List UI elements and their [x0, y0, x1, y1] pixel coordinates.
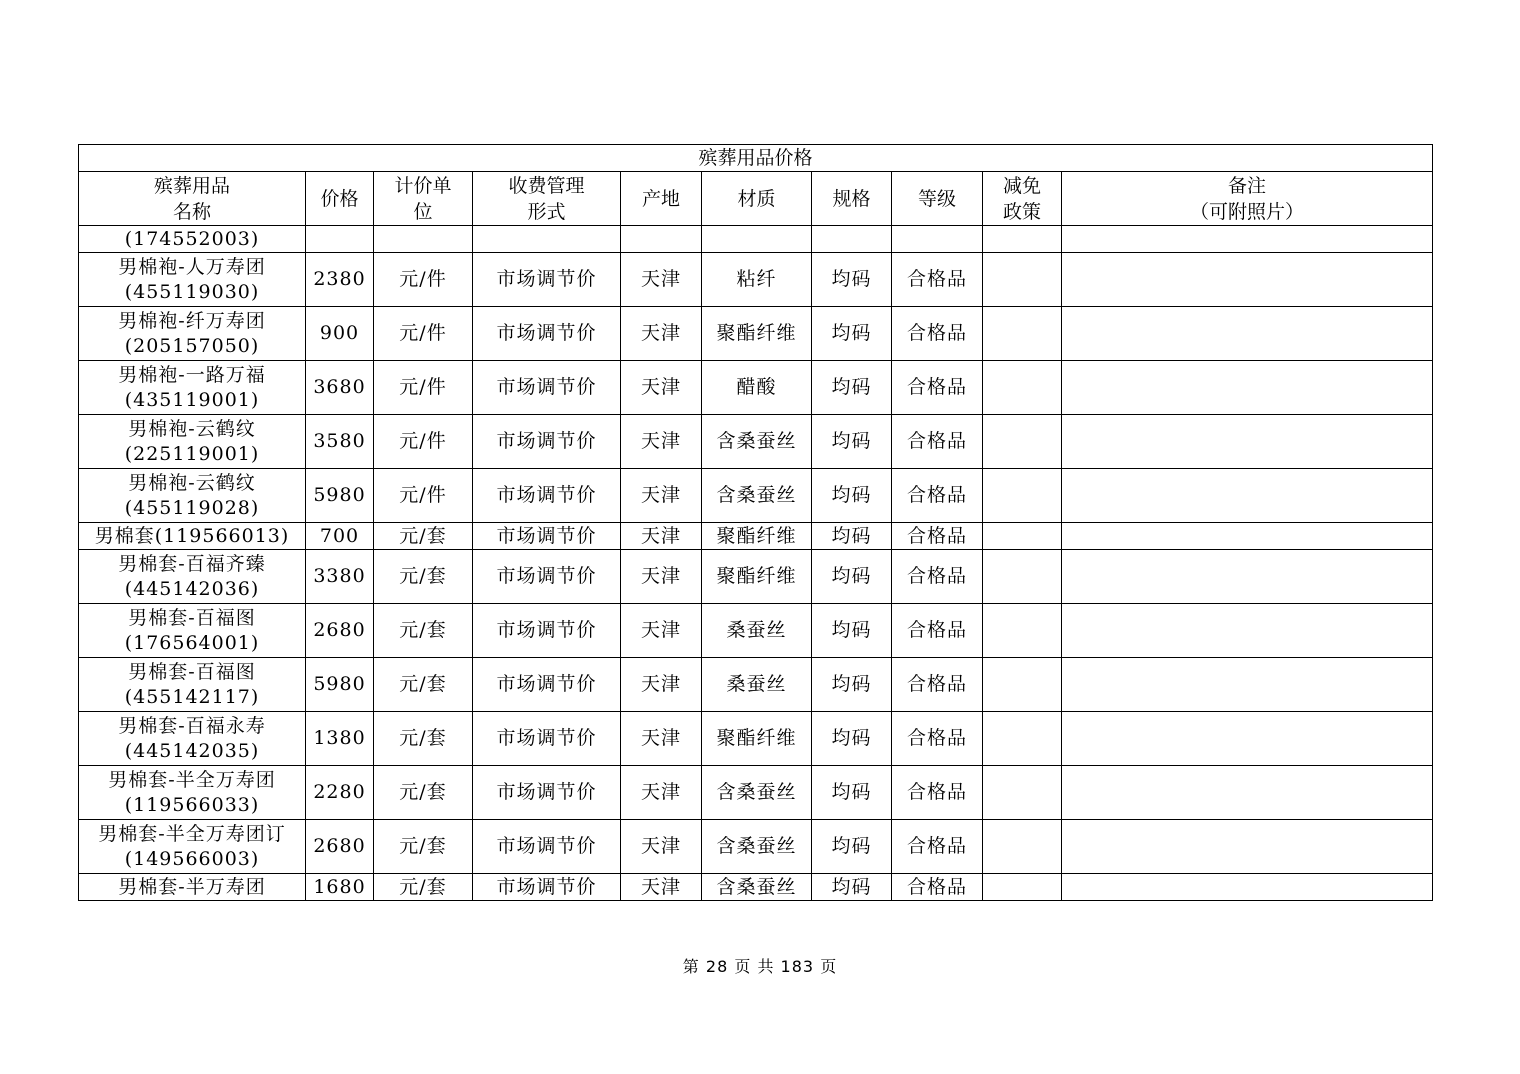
- cell-fee: 市场调节价: [473, 361, 621, 415]
- table-title: 殡葬用品价格: [79, 145, 1433, 172]
- cell-waiver: [983, 226, 1062, 253]
- cell-spec: 均码: [812, 307, 892, 361]
- cell-name-line2: (445142035): [124, 739, 260, 762]
- cell-price: 2680: [306, 604, 374, 658]
- cell-price: 1380: [306, 712, 374, 766]
- table-row: [79, 361, 1433, 415]
- cell-origin: 天津: [621, 307, 702, 361]
- cell-fee: 市场调节价: [473, 604, 621, 658]
- footer-page-number: 28: [705, 957, 729, 976]
- cell-price: 2380: [306, 253, 374, 307]
- cell-material: [702, 226, 812, 253]
- cell-remark: [1062, 226, 1433, 253]
- cell-remark: [1062, 415, 1433, 469]
- cell-fee: 市场调节价: [473, 523, 621, 550]
- cell-origin: 天津: [621, 523, 702, 550]
- cell-name-line1: 男棉袍-一路万福: [118, 363, 266, 386]
- cell-spec: 均码: [812, 820, 892, 874]
- cell-name: [79, 415, 306, 469]
- cell-name-line1: 男棉套-百福永寿: [118, 714, 266, 737]
- cell-name-line2: (225119001): [124, 442, 260, 465]
- table-row: [79, 253, 1433, 307]
- cell-origin: 天津: [621, 604, 702, 658]
- cell-spec: 均码: [812, 874, 892, 901]
- cell-material: 桑蚕丝: [702, 604, 812, 658]
- cell-name-line1: 男棉袍-云鹤纹: [128, 471, 256, 494]
- cell-fee: 市场调节价: [473, 415, 621, 469]
- cell-waiver: [983, 658, 1062, 712]
- cell-fee: 市场调节价: [473, 307, 621, 361]
- header-fee-line1: 收费管理: [508, 174, 585, 197]
- cell-name-line2: (176564001): [124, 631, 260, 654]
- cell-waiver: [983, 874, 1062, 901]
- table-title-row: [79, 145, 1433, 172]
- footer-suffix: 页: [820, 957, 838, 976]
- cell-price: 900: [306, 307, 374, 361]
- cell-price: 3380: [306, 550, 374, 604]
- cell-name: [79, 307, 306, 361]
- footer-total-pages: 183: [780, 957, 815, 976]
- cell-origin: 天津: [621, 550, 702, 604]
- cell-name: [79, 226, 306, 253]
- cell-unit: 元/套: [374, 874, 473, 901]
- cell-material: 聚酯纤维: [702, 712, 812, 766]
- cell-origin: 天津: [621, 658, 702, 712]
- cell-name: [79, 469, 306, 523]
- header-fee-line2: 形式: [527, 200, 566, 223]
- cell-fee: 市场调节价: [473, 820, 621, 874]
- cell-name-line1: 男棉套-半全万寿团: [108, 768, 276, 791]
- header-name-line2: 名称: [172, 200, 211, 223]
- table-row: [79, 874, 1433, 901]
- table-row: [79, 658, 1433, 712]
- header-grade: 等级: [892, 172, 983, 226]
- cell-waiver: [983, 712, 1062, 766]
- cell-grade: 合格品: [892, 712, 983, 766]
- cell-material: 聚酯纤维: [702, 307, 812, 361]
- cell-material: 桑蚕丝: [702, 658, 812, 712]
- table-row: [79, 469, 1433, 523]
- cell-origin: 天津: [621, 469, 702, 523]
- cell-price: 2680: [306, 820, 374, 874]
- cell-name: [79, 766, 306, 820]
- cell-unit: [374, 226, 473, 253]
- cell-unit: 元/套: [374, 523, 473, 550]
- cell-grade: 合格品: [892, 253, 983, 307]
- table-row: [79, 307, 1433, 361]
- cell-material: 醋酸: [702, 361, 812, 415]
- cell-name-line1: 男棉袍-云鹤纹: [128, 417, 256, 440]
- cell-waiver: [983, 550, 1062, 604]
- cell-unit: 元/套: [374, 766, 473, 820]
- table-row: [79, 820, 1433, 874]
- header-waiver-line1: 减免: [1002, 174, 1041, 197]
- cell-grade: 合格品: [892, 523, 983, 550]
- cell-price: [306, 226, 374, 253]
- cell-name-line2: (455119030): [124, 280, 260, 303]
- cell-name-line2: (174552003): [124, 227, 260, 250]
- cell-origin: [621, 226, 702, 253]
- footer-middle: 页 共: [734, 957, 775, 976]
- cell-unit: 元/套: [374, 550, 473, 604]
- cell-material: 含桑蚕丝: [702, 415, 812, 469]
- cell-name-line1: 男棉套-半万寿团: [118, 875, 266, 898]
- cell-waiver: [983, 523, 1062, 550]
- cell-name: [79, 253, 306, 307]
- cell-remark: [1062, 874, 1433, 901]
- table-row: [79, 550, 1433, 604]
- cell-name: [79, 820, 306, 874]
- cell-waiver: [983, 415, 1062, 469]
- cell-origin: 天津: [621, 820, 702, 874]
- cell-waiver: [983, 766, 1062, 820]
- cell-fee: 市场调节价: [473, 874, 621, 901]
- cell-unit: 元/件: [374, 415, 473, 469]
- cell-spec: 均码: [812, 766, 892, 820]
- table-row: [79, 415, 1433, 469]
- table-body: [79, 226, 1433, 901]
- cell-name: [79, 874, 306, 901]
- cell-name-line2: (435119001): [124, 388, 260, 411]
- cell-grade: 合格品: [892, 766, 983, 820]
- cell-fee: 市场调节价: [473, 550, 621, 604]
- cell-waiver: [983, 361, 1062, 415]
- cell-grade: 合格品: [892, 874, 983, 901]
- cell-price: 5980: [306, 658, 374, 712]
- cell-name-line1: 男棉套-百福图: [128, 606, 256, 629]
- cell-spec: [812, 226, 892, 253]
- cell-grade: 合格品: [892, 361, 983, 415]
- header-name: [79, 172, 306, 226]
- cell-waiver: [983, 604, 1062, 658]
- cell-material: 粘纤: [702, 253, 812, 307]
- cell-name-line2: (455142117): [124, 685, 260, 708]
- table-header-row: [79, 172, 1433, 226]
- cell-remark: [1062, 469, 1433, 523]
- header-unit: [374, 172, 473, 226]
- cell-spec: 均码: [812, 415, 892, 469]
- header-price: 价格: [306, 172, 374, 226]
- cell-origin: 天津: [621, 874, 702, 901]
- cell-remark: [1062, 253, 1433, 307]
- cell-price: 5980: [306, 469, 374, 523]
- cell-spec: 均码: [812, 469, 892, 523]
- header-waiver: [983, 172, 1062, 226]
- header-remark: [1062, 172, 1433, 226]
- cell-fee: 市场调节价: [473, 712, 621, 766]
- header-spec: 规格: [812, 172, 892, 226]
- cell-fee: 市场调节价: [473, 253, 621, 307]
- cell-grade: [892, 226, 983, 253]
- cell-waiver: [983, 469, 1062, 523]
- cell-remark: [1062, 361, 1433, 415]
- cell-name-line2: (445142036): [124, 577, 260, 600]
- footer-prefix: 第: [682, 957, 700, 976]
- cell-name-line2: (149566003): [124, 847, 260, 870]
- cell-spec: 均码: [812, 712, 892, 766]
- cell-origin: 天津: [621, 766, 702, 820]
- cell-price: 700: [306, 523, 374, 550]
- price-table: [78, 144, 1433, 901]
- cell-material: 含桑蚕丝: [702, 469, 812, 523]
- cell-remark: [1062, 712, 1433, 766]
- cell-origin: 天津: [621, 361, 702, 415]
- cell-material: 聚酯纤维: [702, 523, 812, 550]
- cell-remark: [1062, 523, 1433, 550]
- header-remark-line2: （可附照片）: [1190, 200, 1305, 223]
- cell-fee: [473, 226, 621, 253]
- cell-grade: 合格品: [892, 415, 983, 469]
- cell-remark: [1062, 550, 1433, 604]
- cell-grade: 合格品: [892, 658, 983, 712]
- cell-grade: 合格品: [892, 820, 983, 874]
- header-waiver-line2: 政策: [1002, 200, 1041, 223]
- cell-material: 含桑蚕丝: [702, 766, 812, 820]
- cell-origin: 天津: [621, 253, 702, 307]
- cell-name: [79, 712, 306, 766]
- header-name-line1: 殡葬用品: [153, 174, 230, 197]
- cell-spec: 均码: [812, 361, 892, 415]
- header-material: 材质: [702, 172, 812, 226]
- cell-grade: 合格品: [892, 604, 983, 658]
- page-footer: [0, 954, 1520, 977]
- table-row: [79, 712, 1433, 766]
- cell-spec: 均码: [812, 550, 892, 604]
- header-fee: [473, 172, 621, 226]
- header-origin: 产地: [621, 172, 702, 226]
- table-row: [79, 523, 1433, 550]
- cell-name-line2: (119566033): [124, 793, 260, 816]
- cell-unit: 元/套: [374, 604, 473, 658]
- cell-grade: 合格品: [892, 307, 983, 361]
- cell-unit: 元/套: [374, 658, 473, 712]
- cell-name: [79, 658, 306, 712]
- cell-waiver: [983, 307, 1062, 361]
- cell-origin: 天津: [621, 415, 702, 469]
- cell-material: 含桑蚕丝: [702, 874, 812, 901]
- cell-grade: 合格品: [892, 550, 983, 604]
- table-row: [79, 604, 1433, 658]
- header-unit-line2: 位: [413, 200, 433, 223]
- cell-material: 含桑蚕丝: [702, 820, 812, 874]
- cell-fee: 市场调节价: [473, 658, 621, 712]
- header-unit-line1: 计价单: [394, 174, 452, 197]
- cell-waiver: [983, 253, 1062, 307]
- cell-grade: 合格品: [892, 469, 983, 523]
- table-row: [79, 226, 1433, 253]
- cell-unit: 元/件: [374, 307, 473, 361]
- cell-spec: 均码: [812, 658, 892, 712]
- cell-unit: 元/套: [374, 712, 473, 766]
- cell-price: 3580: [306, 415, 374, 469]
- header-remark-line1: 备注: [1228, 174, 1267, 197]
- cell-name: [79, 361, 306, 415]
- cell-name-line1: 男棉套(119566013): [94, 524, 290, 547]
- cell-origin: 天津: [621, 712, 702, 766]
- cell-spec: 均码: [812, 523, 892, 550]
- cell-fee: 市场调节价: [473, 766, 621, 820]
- cell-name-line1: 男棉套-百福图: [128, 660, 256, 683]
- cell-spec: 均码: [812, 253, 892, 307]
- cell-remark: [1062, 604, 1433, 658]
- cell-unit: 元/件: [374, 361, 473, 415]
- cell-unit: 元/件: [374, 253, 473, 307]
- cell-spec: 均码: [812, 604, 892, 658]
- table-row: [79, 766, 1433, 820]
- cell-name: [79, 550, 306, 604]
- cell-unit: 元/套: [374, 820, 473, 874]
- cell-remark: [1062, 820, 1433, 874]
- cell-price: 2280: [306, 766, 374, 820]
- cell-name-line2: (205157050): [124, 334, 260, 357]
- cell-name-line1: 男棉袍-纤万寿团: [118, 309, 266, 332]
- cell-name-line2: (455119028): [124, 496, 260, 519]
- cell-remark: [1062, 766, 1433, 820]
- cell-name: [79, 523, 306, 550]
- cell-remark: [1062, 658, 1433, 712]
- cell-price: 3680: [306, 361, 374, 415]
- cell-unit: 元/件: [374, 469, 473, 523]
- cell-material: 聚酯纤维: [702, 550, 812, 604]
- cell-name-line1: 男棉套-百福齐臻: [118, 552, 266, 575]
- cell-name-line1: 男棉袍-人万寿团: [118, 255, 266, 278]
- cell-price: 1680: [306, 874, 374, 901]
- cell-remark: [1062, 307, 1433, 361]
- cell-name: [79, 604, 306, 658]
- cell-waiver: [983, 820, 1062, 874]
- cell-name-line1: 男棉套-半全万寿团订: [98, 822, 286, 845]
- cell-fee: 市场调节价: [473, 469, 621, 523]
